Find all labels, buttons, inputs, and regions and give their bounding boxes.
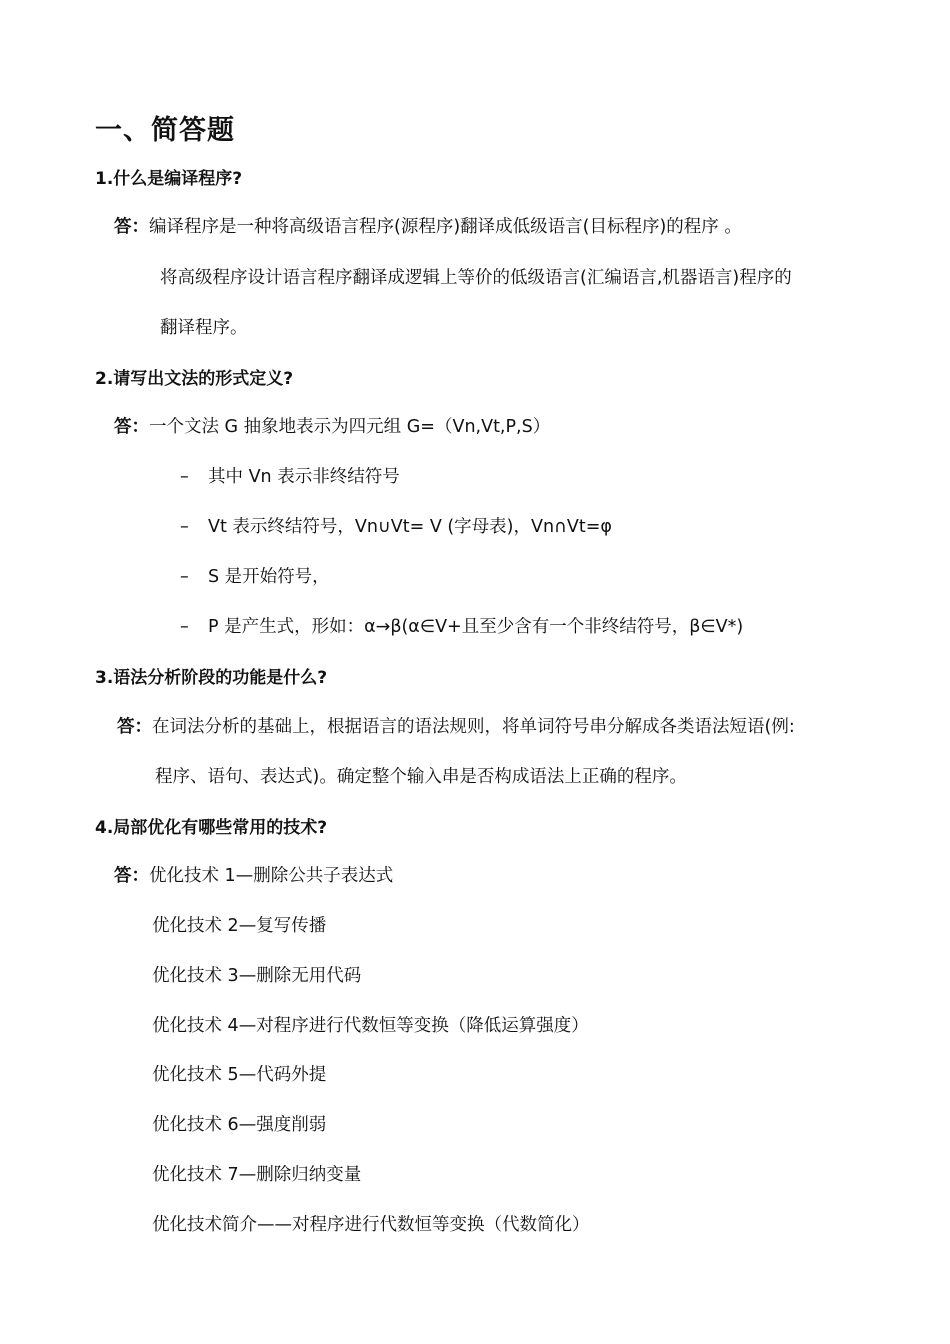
bullet-item [180, 463, 400, 488]
answer-3-line-1 [117, 713, 795, 738]
optimization-item: 优化技术 6—强度削弱 [152, 1115, 327, 1135]
answer-1-line-2: 将高级程序设计语言程序翻译成逻辑上等价的低级语言(汇编语言,机器语言)程序的 [160, 268, 792, 288]
answer-1-line-1 [114, 213, 742, 238]
optimization-item: 优化技术 4—对程序进行代数恒等变换（降低运算强度） [152, 1016, 589, 1036]
answer-1-line-3: 翻译程序。 [160, 318, 248, 338]
optimization-item: 优化技术 7—删除归纳变量 [152, 1165, 362, 1185]
question-1: 1.什么是编译程序? [95, 169, 243, 189]
answer-label: 答： [114, 417, 149, 437]
answer-label: 答： [114, 866, 149, 886]
optimization-item: 优化技术简介——对程序进行代数恒等变换（代数简化） [152, 1215, 590, 1235]
answer-3-text: 在词法分析的基础上，根据语言的语法规则，将单词符号串分解成各类语法短语(例: [152, 717, 795, 737]
bullet-item [180, 563, 330, 588]
answer-2-text: 一个文法 G 抽象地表示为四元组 G=（Vn,Vt,P,S） [149, 417, 551, 437]
bullet-text: P 是产生式，形如：α→β(α∈V+且至少含有一个非终结符号，β∈V*) [208, 617, 744, 637]
page-heading: 一、简答题 [95, 115, 235, 146]
answer-3-line-2: 程序、语句、表达式)。确定整个输入串是否构成语法上正确的程序。 [155, 767, 687, 787]
question-3: 3.语法分析阶段的功能是什么? [95, 668, 328, 688]
bullet-text: 其中 Vn 表示非终结符号 [208, 467, 400, 487]
answer-1-text: 编译程序是一种将高级语言程序(源程序)翻译成低级语言(目标程序)的程序 。 [149, 217, 742, 237]
optimization-item: 优化技术 1—删除公共子表达式 [149, 866, 394, 886]
answer-2-intro [114, 413, 550, 438]
answer-4-line-1 [114, 862, 393, 887]
optimization-item: 优化技术 2—复写传播 [152, 916, 327, 936]
question-4: 4.局部优化有哪些常用的技术? [95, 818, 328, 838]
bullet-dash: – [180, 567, 189, 587]
optimization-item: 优化技术 5—代码外提 [152, 1065, 327, 1085]
bullet-item [180, 513, 612, 538]
bullet-dash: – [180, 517, 189, 537]
bullet-item [180, 613, 743, 638]
question-2: 2.请写出文法的形式定义? [95, 369, 294, 389]
answer-label: 答： [114, 217, 149, 237]
bullet-text: S 是开始符号， [208, 567, 330, 587]
bullet-text: Vt 表示终结符号，Vn∪Vt= V (字母表)，Vn∩Vt=φ [208, 517, 612, 537]
bullet-dash: – [180, 467, 189, 487]
answer-label: 答： [117, 717, 152, 737]
optimization-item: 优化技术 3—删除无用代码 [152, 966, 362, 986]
bullet-dash: – [180, 617, 189, 637]
